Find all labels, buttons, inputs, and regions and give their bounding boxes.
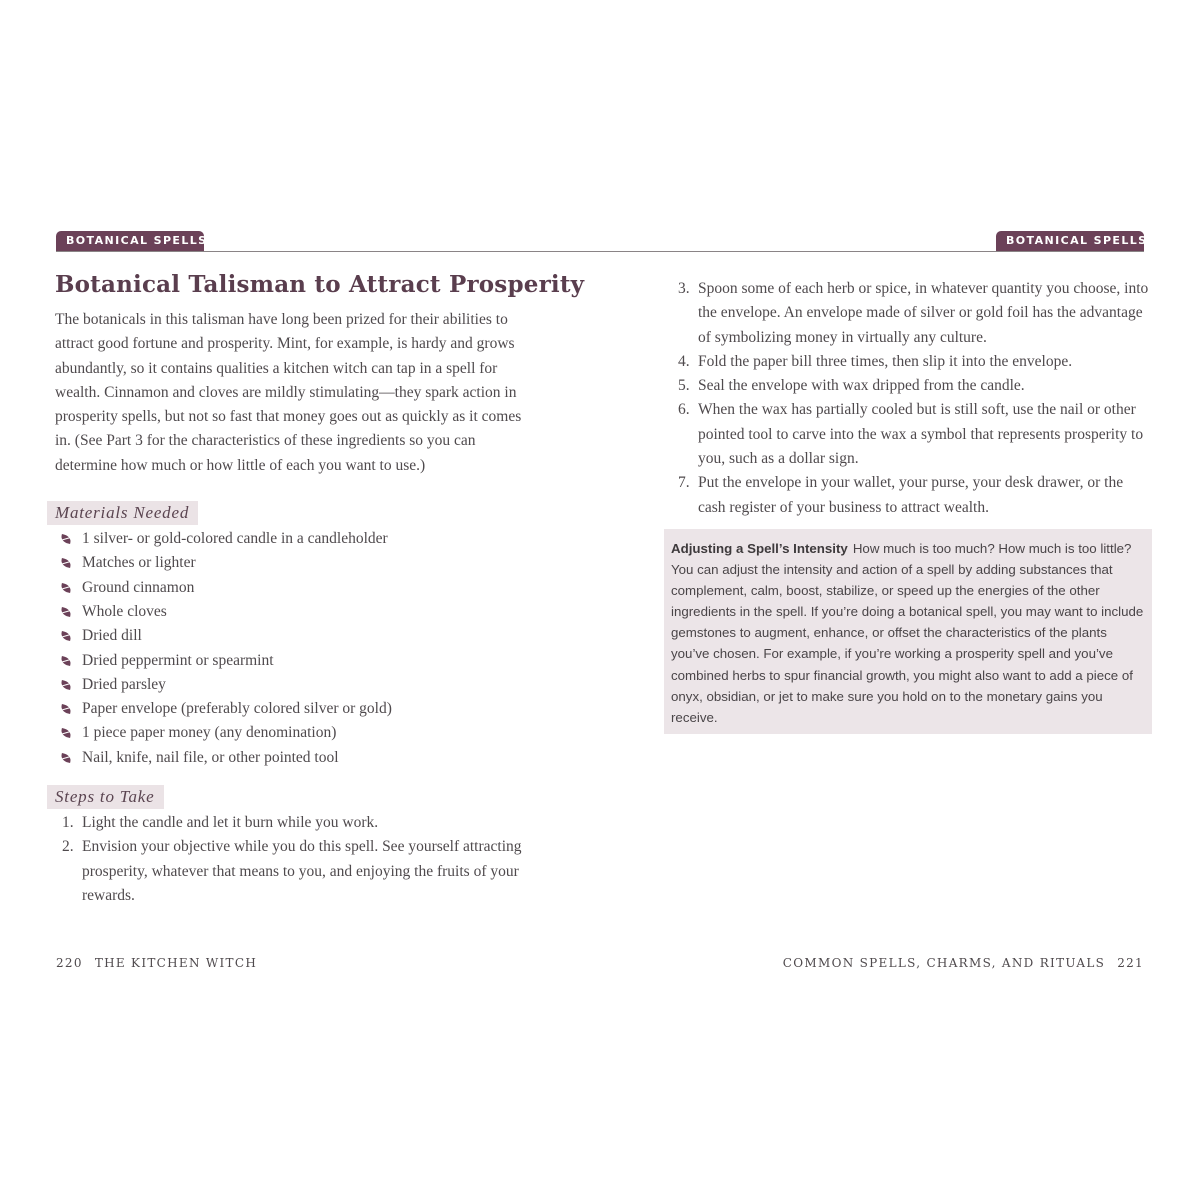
steps-list-continued [671,277,1151,520]
material-text: Dried peppermint or spearmint [82,651,274,669]
list-item [671,350,1151,374]
list-item [671,471,1151,520]
intensity-sidebar [664,529,1152,734]
step-text: Envision your objective while you do this spell. See yourself attracting prosperity, whatever that means to you, and enjoying the fruits of your rewards. [82,838,522,904]
list-item [55,576,535,600]
leaf-icon [60,729,71,739]
sidebar-body: How much is too much? How much is too little? You can adjust the intensity and action of a spell by adding substances that complement, calm, boost, stabilize, or speed up the energies of the other ingredients in the spell. If you’re doing a botanical spell, you may want to include gemstones to augment, enhance, or offset the characteristics of the plants you’ve chosen. For example, if you’re working a prosperity spell and you’ve combined herbs to spur financial growth, you might also want to add a piece of onyx, obsidian, or jet to make sure you hold on to the monetary gains you receive. [671,541,1144,725]
list-item [55,811,535,835]
list-item [55,624,535,648]
list-item [55,746,535,770]
step-number: 4. [678,352,690,370]
step-number: 1. [62,814,74,832]
steps-heading: Steps to Take [47,785,164,809]
leaf-icon [60,607,71,617]
step-text: Light the candle and let it burn while you work. [82,814,379,832]
left-footer [56,956,257,970]
spell-title: Botanical Talisman to Attract Prosperity [55,271,585,298]
list-item [671,374,1151,398]
leaf-icon [60,704,71,714]
sidebar-title: Adjusting a Spell’s Intensity [671,541,848,556]
right-page [671,277,1151,520]
leaf-icon [60,631,71,641]
material-text: Matches or lighter [82,554,196,572]
step-number: 3. [678,280,690,297]
list-item [55,835,535,908]
list-item [55,649,535,673]
right-footer [783,956,1144,970]
list-item [55,673,535,697]
page-number-left: 220 [56,956,83,970]
material-text: Whole cloves [82,602,167,620]
list-item [55,551,535,575]
list-item [55,721,535,745]
leaf-icon [60,534,71,544]
material-text: 1 silver- or gold-colored candle in a candleholder [82,530,388,548]
step-text: Put the envelope in your wallet, your purse, your desk drawer, or the cash register of your business to attract wealth. [698,474,1124,516]
materials-list [55,527,535,770]
leaf-icon [60,583,71,593]
step-text: When the wax has partially cooled but is still soft, use the nail or other pointed tool to carve into the wax a symbol that represents prosperity to you, such as a dollar sign. [698,401,1144,468]
material-text: Dried dill [82,627,142,645]
list-item [55,527,535,551]
step-text: Fold the paper bill three times, then slip it into the envelope. [698,352,1073,370]
intro-paragraph: The botanicals in this talisman have long been prized for their abilities to attract good fortune and prosperity. Mint, for example, is hardy and grows abundantly, so it contains qualities a kitchen witch can tap in a spell for wealth. Cinnamon and cloves are mildly stimulating—they spark action in prosperity spells, but not so fast that money goes out as quickly as it comes in. (See Part 3 for the characteristics of these ingredients so you can determine how much or how little of each you want to use.) [55,311,522,474]
step-text: Seal the envelope with wax dripped from the candle. [698,377,1025,395]
running-title-left: THE KITCHEN WITCH [94,956,258,970]
list-item [671,398,1151,471]
list-item [55,697,535,721]
material-text: Ground cinnamon [82,578,195,596]
header-rule [56,251,1144,252]
materials-heading: Materials Needed [47,501,198,525]
leaf-icon [60,680,71,690]
material-text: Paper envelope (preferably colored silver or gold) [82,700,392,718]
step-number: 6. [678,401,690,419]
list-item [55,600,535,624]
running-title-right: COMMON SPELLS, CHARMS, AND RITUALS [782,956,1106,970]
list-item [671,277,1151,350]
material-text: Nail, knife, nail file, or other pointed tool [82,748,339,766]
material-text: Dried parsley [82,675,166,693]
step-number: 7. [678,474,690,492]
section-tab-left: BOTANICAL SPELLS [56,231,204,251]
step-number: 2. [62,838,74,856]
section-tab-right: BOTANICAL SPELLS [996,231,1144,251]
leaf-icon [60,558,71,568]
step-number: 5. [678,377,690,395]
material-text: 1 piece paper money (any denomination) [82,724,337,742]
page-number-right: 221 [1117,956,1144,970]
step-text: Spoon some of each herb or spice, in whatever quantity you choose, into the envelope. An envelope made of silver or gold foil has the advantage of symbolizing money in virtually any culture. [698,280,1149,346]
left-page [55,270,585,908]
leaf-icon [60,753,71,763]
leaf-icon [60,656,71,666]
steps-list [55,811,535,908]
